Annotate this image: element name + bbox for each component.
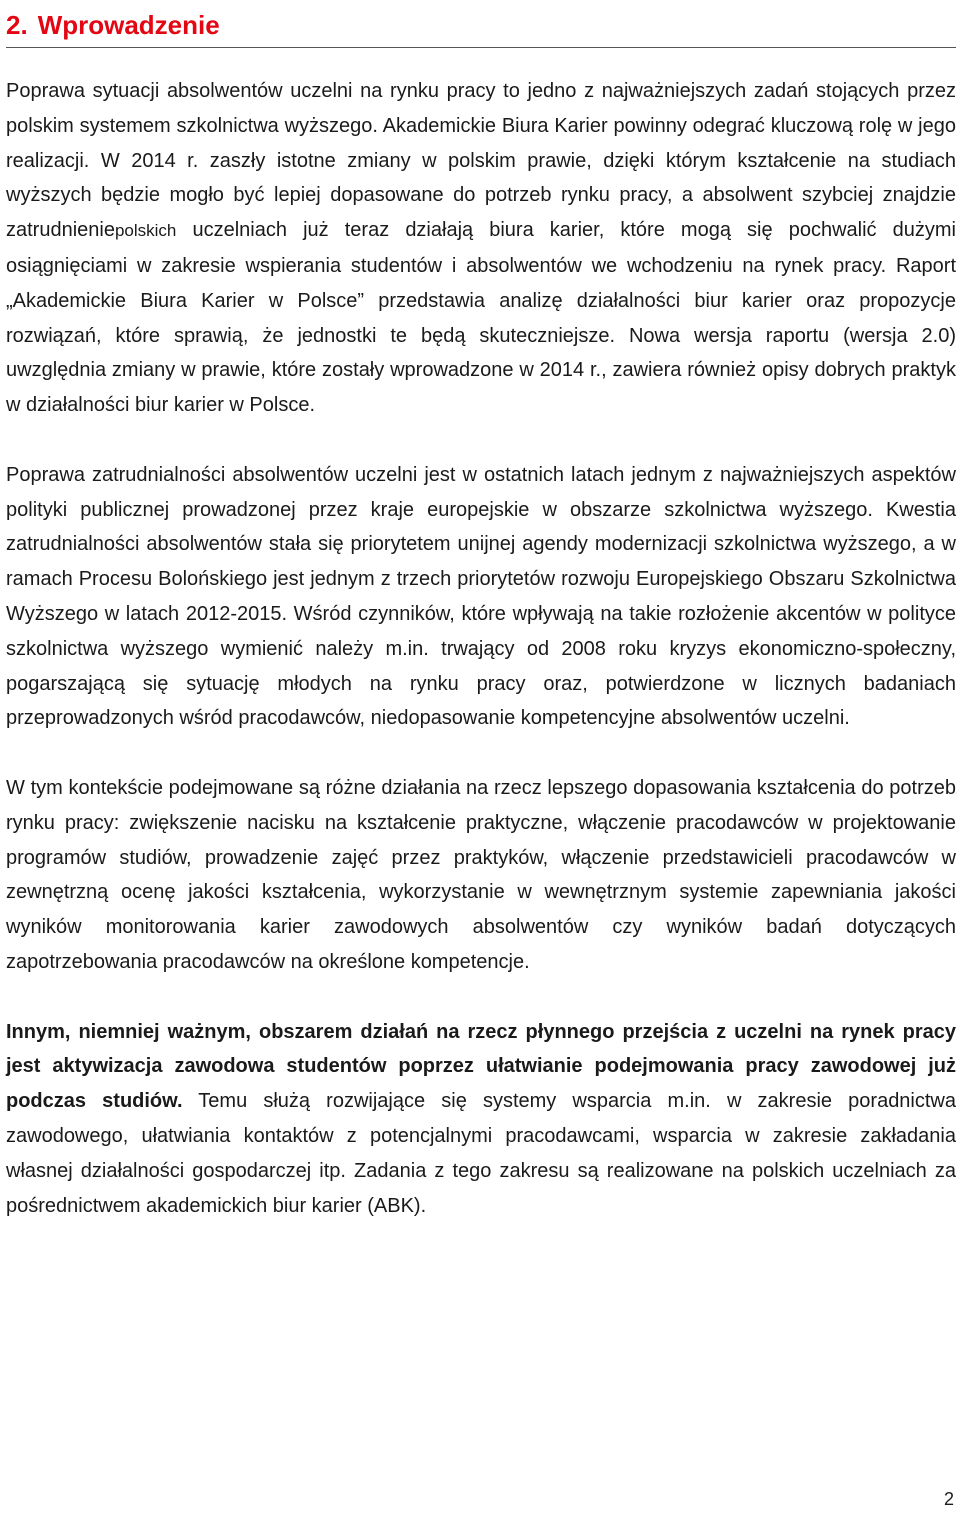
- page-number: 2: [943, 1489, 954, 1509]
- section-heading: [6, 6, 956, 44]
- paragraph-intro-part-b: polskich: [114, 221, 177, 241]
- paragraph-activation-bold: Innym, niemniej ważnym, obszarem działań na rzecz płynnego przejścia z uczelni na rynek pracy jest aktywizacja zawodowa studentów poprzez ułatwianie podejmowania pracy zawodowej już podczas studiów.: [6, 1020, 956, 1113]
- section-number: 2.: [6, 10, 28, 40]
- heading-divider: [6, 47, 956, 48]
- paragraph-activation: [6, 1015, 956, 1224]
- paragraph-intro: [6, 74, 956, 423]
- section-title: Wprowadzenie: [37, 10, 220, 40]
- paragraph-intro-part-a: Poprawa sytuacji absolwentów uczelni na rynku pracy to jedno z najważniejszych zadań stojących przez polskim systemem szkolnictwa wyższego. Akademickie Biura Karier powinny odegrać kluczową rolę w jego realizacji. W 2014 r. zaszły istotne zmiany w polskim prawie, dzięki którym kształcenie na studiach wyższych będzie mogło być lepiej dopasowane do potrzeb rynku pracy, a absolwent szybciej znajdzie zatrudnienie: [6, 80, 956, 242]
- paragraph-intro-part-c: uczelniach już teraz działają biura karier, które mogą się pochwalić dużymi osiągnięciami w zakresie wspierania studentów i absolwentów we wchodzeniu na rynek pracy. Raport „Akademickie Biura Karier w Polsce” przedstawia analizę działalności biur karier oraz propozycje rozwiązań, które sprawią, że jednostki te będą skuteczniejsze. Nowa wersja raportu (wersja 2.0) uwzględnia zmiany w prawie, które zostały wprowadzone w 2014 r., zawiera również opisy dobrych praktyk w działalności biur karier w Polsce.: [6, 219, 956, 417]
- paragraph-employability: Poprawa zatrudnialności absolwentów uczelni jest w ostatnich latach jednym z najważniejszych aspektów polityki publicznej prowadzonej przez kraje europejskie w obszarze szkolnictwa wyższego. Kwestia zatrudnialności absolwentów stała się priorytetem unijnej agendy modernizacji szkolnictwa wyższego, a w ramach Procesu Bolońskiego jest jednym z trzech priorytetów rozwoju Europejskiego Obszaru Szkolnictwa Wyższego w latach 2012-2015. Wśród czynników, które wpływają na takie rozłożenie akcentów w polityce szkolnictwa wyższego wymienić należy m.in. trwający od 2008 roku kryzys ekonomiczno-społeczny, pogarszającą się sytuację młodych na rynku pracy oraz, potwierdzone w licznych badaniach przeprowadzonych wśród pracodawców, niedopasowanie kompetencyjne absolwentów uczelni.: [6, 463, 956, 730]
- body-text: [6, 74, 956, 1223]
- paragraph-activation-rest: Temu służą rozwijające się systemy wsparcia m.in. w zakresie poradnictwa zawodowego, ułatwiania kontaktów z potencjalnymi pracodawcami, wsparcia w zakresie zakładania własnej działalności gospodarczej itp. Zadania z tego zakresu są realizowane na polskich uczelniach za pośrednictwem akademickich biur karier (ABK).: [6, 1090, 957, 1217]
- paragraph-context: W tym kontekście podejmowane są różne działania na rzecz lepszego dopasowania kształcenia do potrzeb rynku pracy: zwiększenie nacisku na kształcenie praktyczne, włączenie pracodawców w projektowanie programów studiów, prowadzenie zajęć przez praktyków, włączenie przedstawicieli pracodawców w zewnętrzną ocenę jakości kształcenia, wykorzystanie w wewnętrznym systemie zapewniania jakości wyników monitorowania karier zawodowych absolwentów czy wyników badań dotyczących zapotrzebowania pracodawców na określone kompetencje.: [6, 776, 956, 973]
